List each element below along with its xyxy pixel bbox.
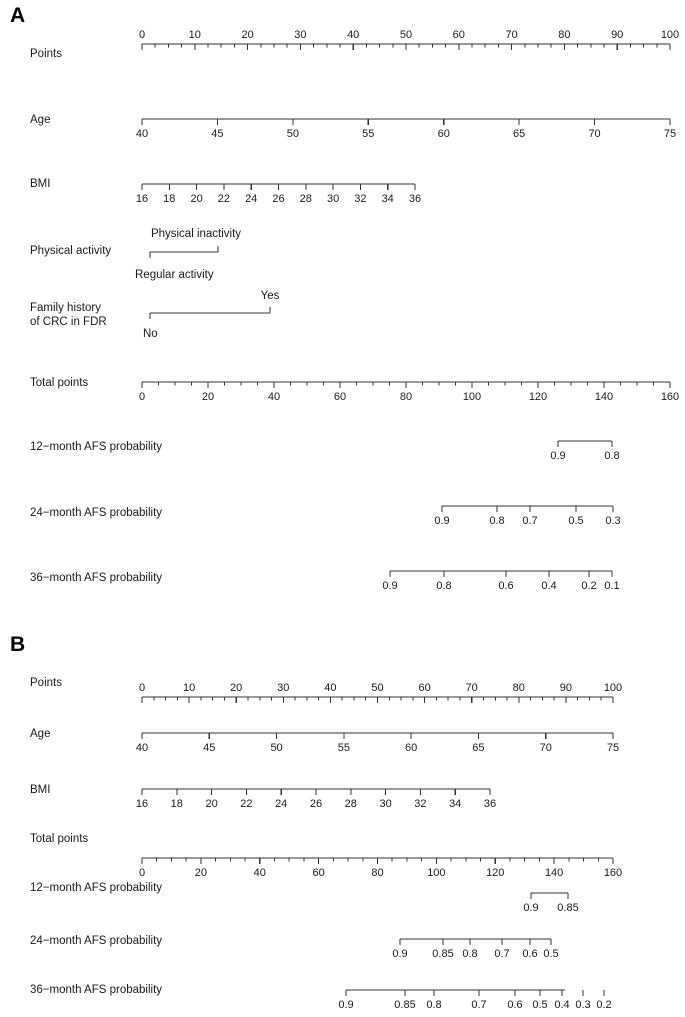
axis-tick-label: 80: [399, 391, 413, 403]
axis-tick-label: 16: [135, 193, 149, 205]
axis-tick-label: 65: [472, 742, 485, 754]
prob-tick-label: 0.5: [543, 948, 559, 960]
row-label: Total points: [30, 377, 89, 389]
prob-tick-label: 0.6: [522, 948, 538, 960]
axis-tick-label: 60: [452, 29, 465, 41]
row-label: Total points: [30, 833, 89, 845]
prob-tick-label: 0.9: [392, 948, 408, 960]
axis-tick-label: 10: [188, 29, 201, 41]
axis-tick-label: 22: [217, 193, 231, 205]
prob-tick-label: 0.7: [494, 948, 510, 960]
axis-tick-label: 90: [559, 682, 573, 694]
axis-tick-label: 20: [190, 193, 203, 205]
axis-tick-label: 40: [135, 128, 149, 140]
prob-tick-label: 0.6: [507, 999, 523, 1011]
prob-tick-label: 0.8: [436, 580, 452, 592]
prob-tick-label: 0.4: [541, 580, 557, 592]
row-label: 12−month AFS probability: [30, 882, 163, 894]
prob-tick-label: 0.7: [471, 999, 487, 1011]
axis-tick-label: 75: [606, 742, 620, 754]
prob-tick-label: 0.5: [568, 515, 584, 527]
axis-tick-label: 24: [275, 798, 288, 810]
axis-tick-label: 80: [371, 867, 384, 879]
axis-tick-label: 80: [558, 29, 571, 41]
row-label: Points: [30, 48, 62, 60]
axis-tick-label: 30: [277, 682, 290, 694]
category-label: Physical inactivity: [150, 228, 242, 240]
axis-tick-label: 40: [347, 29, 360, 41]
axis-tick-label: 20: [230, 682, 243, 694]
axis-tick-label: 26: [309, 798, 323, 810]
row-label: Physical activity: [30, 245, 112, 257]
row-label: BMI: [30, 178, 51, 190]
axis-tick-label: 100: [603, 682, 623, 694]
axis-tick-label: 0: [138, 682, 146, 694]
prob-tick-label: 0.1: [604, 580, 620, 592]
prob-tick-label: 0.4: [554, 999, 570, 1011]
prob-tick-label: 0.9: [338, 999, 354, 1011]
row-label: 24−month AFS probability: [30, 507, 163, 519]
row-label: of CRC in FDR: [30, 316, 107, 328]
axis-tick-label: 70: [465, 682, 478, 694]
axis-tick-label: 28: [299, 193, 312, 205]
axis-tick-label: 0: [138, 867, 146, 879]
axis-tick-label: 0: [138, 29, 146, 41]
row-label: 12−month AFS probability: [30, 441, 163, 453]
axis-tick-label: 32: [414, 798, 427, 810]
axis-tick-label: 120: [486, 867, 505, 879]
axis-tick-label: 160: [603, 867, 623, 879]
axis-tick-label: 55: [362, 128, 375, 140]
row-label: 24−month AFS probability: [30, 935, 163, 947]
axis-tick-label: 75: [663, 128, 677, 140]
axis-tick-label: 40: [135, 742, 149, 754]
axis-tick-label: 50: [270, 742, 283, 754]
axis-tick-label: 34: [381, 193, 394, 205]
prob-tick-label: 0.9: [382, 580, 398, 592]
row-label: Age: [30, 728, 51, 740]
axis-tick-label: 20: [194, 867, 207, 879]
prob-tick-label: 0.3: [605, 515, 621, 527]
axis-tick-label: 120: [528, 391, 548, 403]
prob-tick-label: 0.3: [575, 999, 591, 1011]
axis-tick-label: 70: [505, 29, 518, 41]
axis-tick-label: 30: [326, 193, 340, 205]
axis-tick-label: 100: [462, 391, 482, 403]
axis-tick-label: 55: [337, 742, 350, 754]
row-label: 36−month AFS probability: [30, 572, 163, 584]
prob-tick-label: 0.6: [498, 580, 514, 592]
axis-tick-label: 60: [312, 867, 325, 879]
axis-tick-label: 0: [138, 391, 146, 403]
axis-tick-label: 140: [594, 391, 614, 403]
prob-tick-label: 0.8: [604, 450, 620, 462]
axis-tick-label: 70: [539, 742, 552, 754]
row-label: Age: [30, 114, 51, 126]
prob-tick-label: 0.8: [462, 948, 478, 960]
axis-tick-label: 30: [294, 29, 307, 41]
axis-tick-label: 28: [344, 798, 357, 810]
axis-tick-label: 30: [379, 798, 392, 810]
prob-tick-label: 0.9: [550, 450, 566, 462]
axis-tick-label: 36: [483, 798, 497, 810]
axis-tick-label: 100: [427, 867, 446, 879]
axis-tick-label: 70: [588, 128, 601, 140]
axis-tick-label: 32: [354, 193, 367, 205]
axis-tick-label: 160: [660, 391, 680, 403]
prob-tick-label: 0.8: [426, 999, 442, 1011]
axis-tick-label: 50: [286, 128, 299, 140]
row-label: Points: [30, 677, 62, 689]
row-label: 36−month AFS probability: [30, 984, 163, 996]
axis-tick-label: 18: [170, 798, 183, 810]
axis-tick-label: 20: [201, 391, 215, 403]
axis-tick-label: 100: [660, 29, 680, 41]
prob-tick-label: 0.85: [557, 902, 579, 914]
axis-tick-label: 50: [371, 682, 384, 694]
row-label: BMI: [30, 784, 51, 796]
axis-tick-label: 20: [205, 798, 218, 810]
axis-tick-label: 45: [203, 742, 216, 754]
axis-tick-label: 80: [512, 682, 525, 694]
axis-tick-label: 36: [408, 193, 422, 205]
axis-tick-label: 45: [211, 128, 224, 140]
prob-tick-label: 0.5: [532, 999, 548, 1011]
category-label: Yes: [260, 290, 280, 302]
prob-tick-label: 0.9: [434, 515, 450, 527]
axis-tick-label: 24: [245, 193, 258, 205]
axis-tick-label: 140: [544, 867, 564, 879]
prob-tick-label: 0.7: [522, 515, 538, 527]
prob-tick-label: 0.8: [489, 515, 505, 527]
axis-tick-label: 22: [240, 798, 253, 810]
prob-tick-label: 0.2: [581, 580, 597, 592]
axis-tick-label: 10: [182, 682, 196, 694]
axis-tick-label: 18: [163, 193, 176, 205]
axis-tick-label: 40: [267, 391, 281, 403]
axis-tick-label: 60: [333, 391, 347, 403]
prob-tick-label: 0.85: [432, 948, 454, 960]
row-label: Family history: [30, 302, 101, 314]
axis-tick-label: 20: [241, 29, 254, 41]
axis-tick-label: 40: [253, 867, 266, 879]
axis-tick-label: 90: [611, 29, 624, 41]
category-label: Regular activity: [135, 269, 214, 281]
category-label: No: [143, 328, 158, 340]
axis-tick-label: 60: [437, 128, 450, 140]
prob-tick-label: 0.9: [523, 902, 539, 914]
axis-tick-label: 60: [405, 742, 418, 754]
axis-tick-label: 26: [272, 193, 285, 205]
panel-letter-A: A: [10, 4, 26, 27]
prob-tick-label: 0.2: [596, 999, 612, 1011]
axis-tick-label: 34: [449, 798, 462, 810]
panel-letter-B: B: [10, 633, 26, 656]
axis-tick-label: 60: [418, 682, 431, 694]
axis-tick-label: 65: [513, 128, 526, 140]
axis-tick-label: 40: [324, 682, 337, 694]
axis-tick-label: 50: [399, 29, 413, 41]
axis-tick-label: 16: [135, 798, 149, 810]
prob-tick-label: 0.85: [394, 999, 416, 1011]
